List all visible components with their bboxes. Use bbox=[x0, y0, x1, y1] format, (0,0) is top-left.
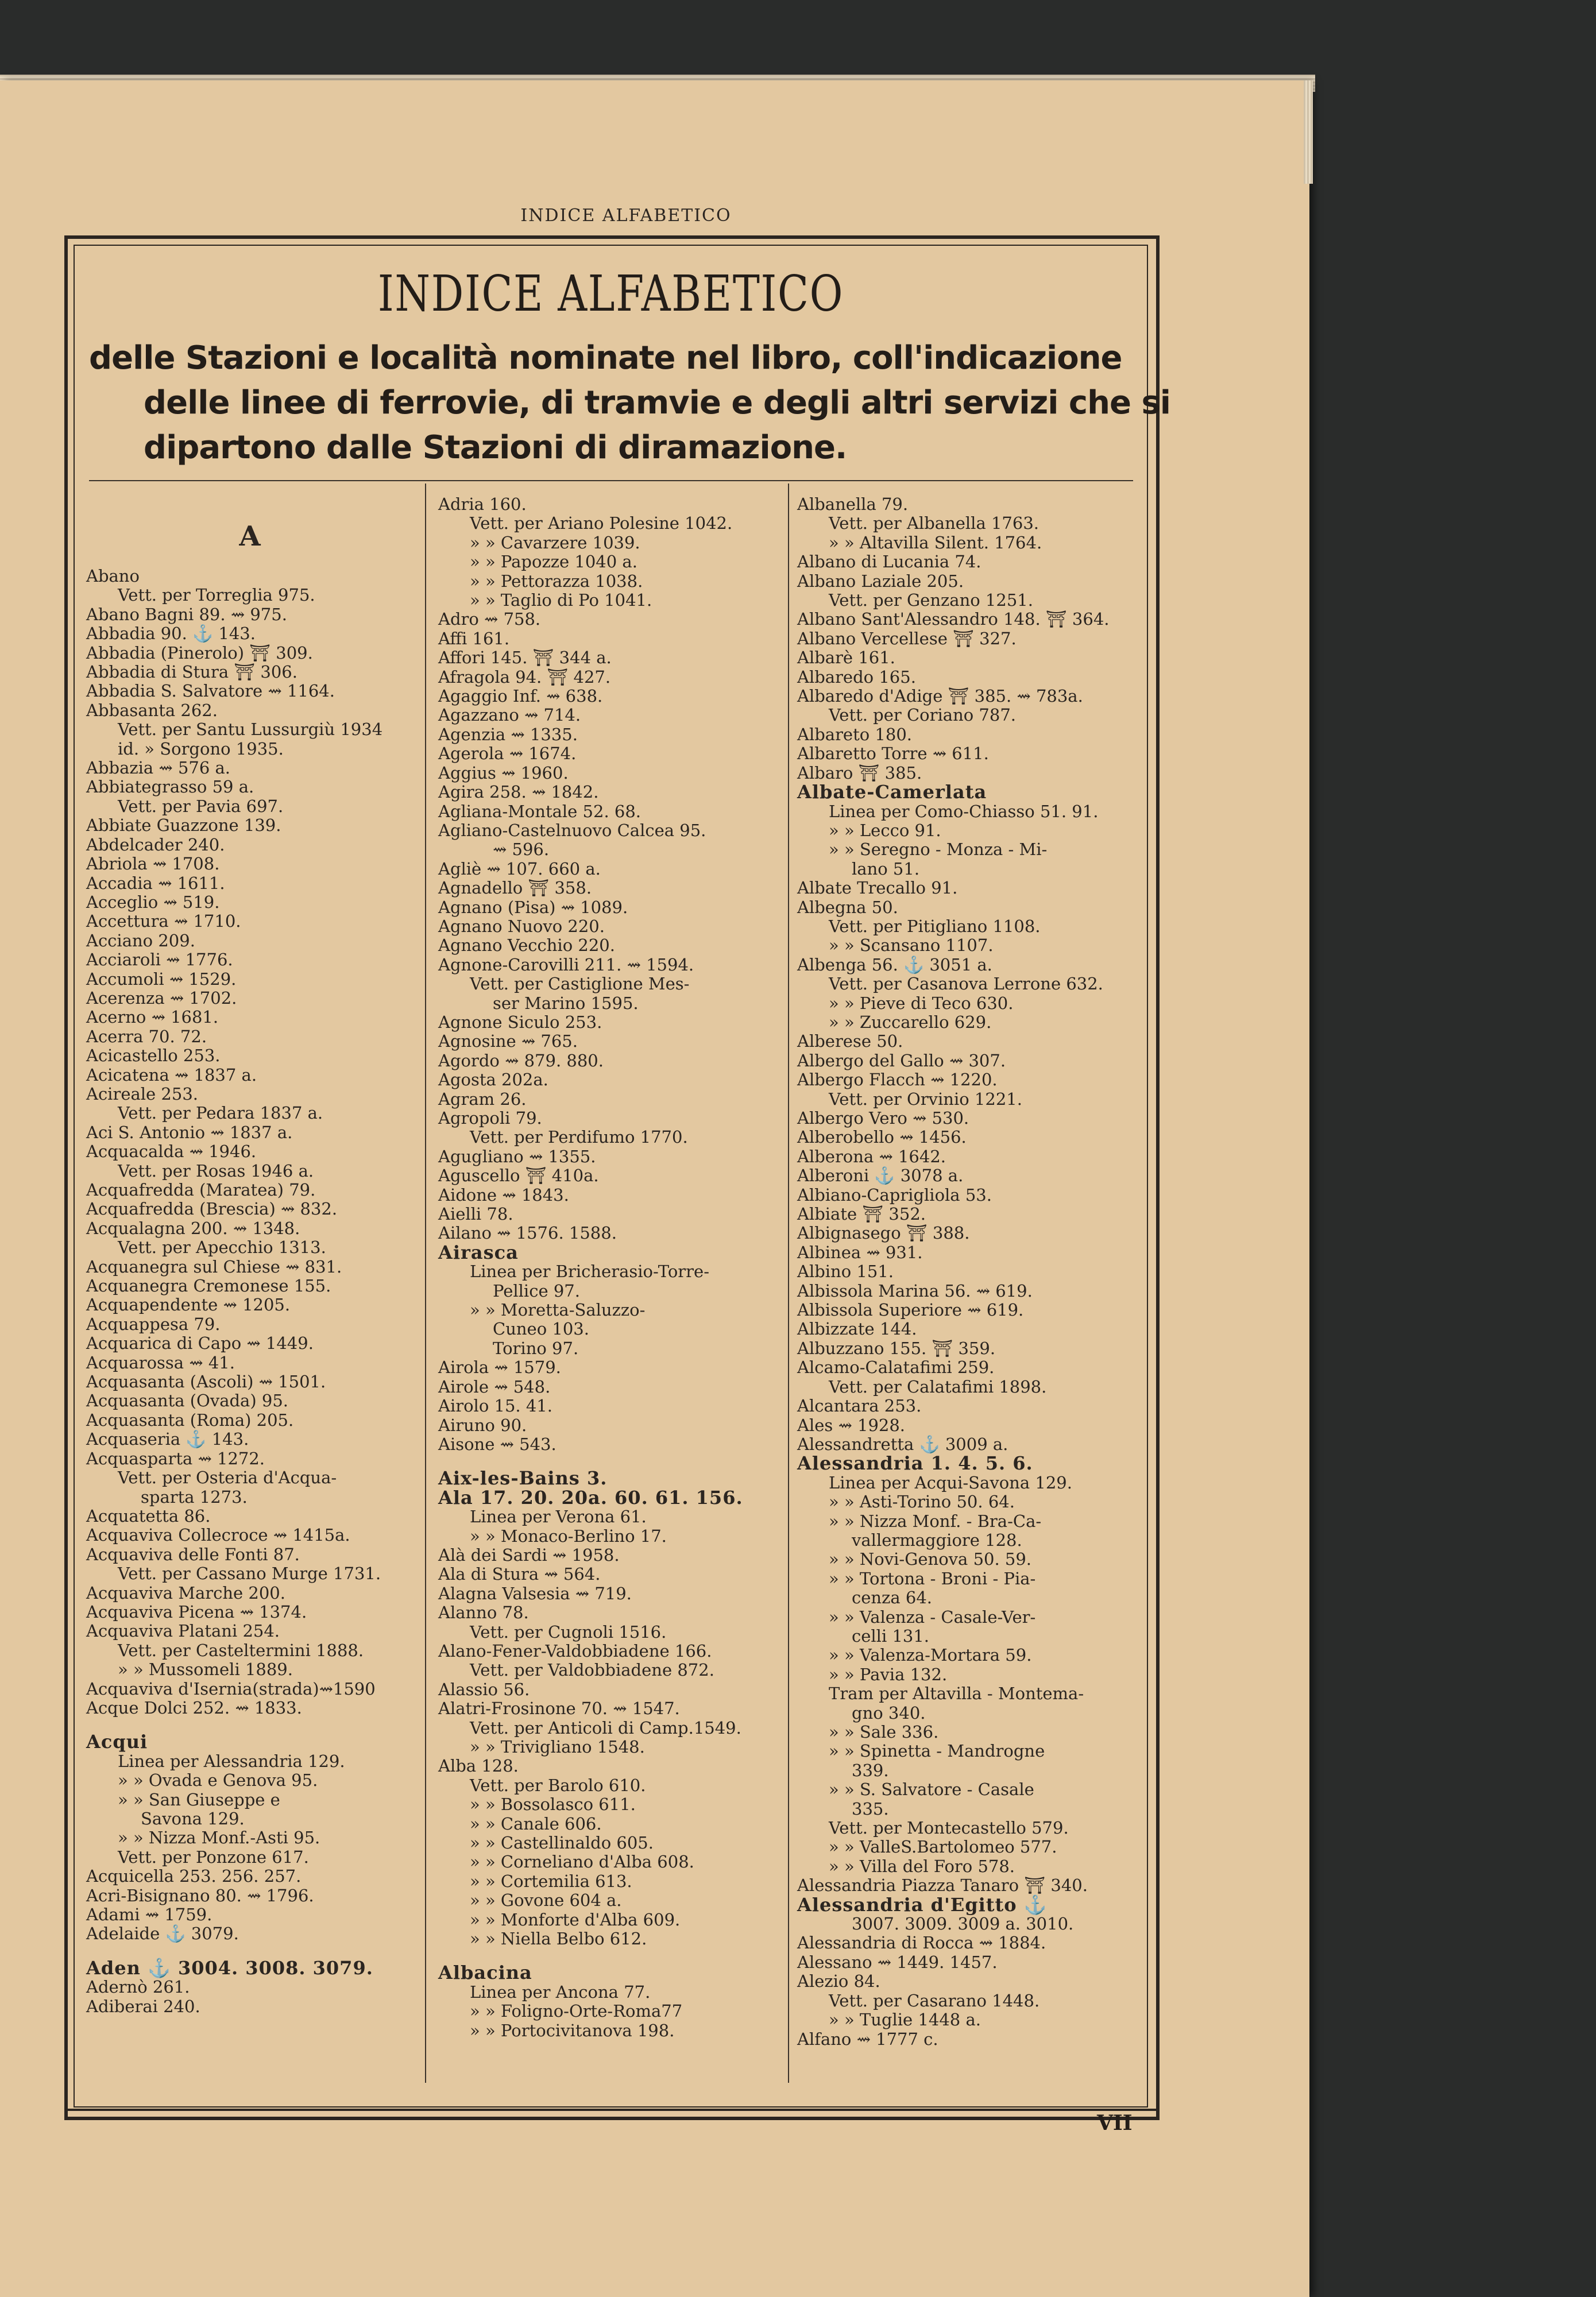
index-entry: Acquaviva Collecroce ⇝ 1415a. bbox=[86, 1525, 350, 1545]
index-entry: Agnadello ⛩ 358. bbox=[438, 878, 592, 898]
index-entry: Vett. per Osteria d'Acqua- bbox=[118, 1468, 337, 1488]
index-entry: Vett. per Albanella 1763. bbox=[829, 513, 1039, 533]
index-entry: Vett. per Genzano 1251. bbox=[829, 590, 1033, 610]
column-separator bbox=[788, 484, 789, 2083]
index-entry: Aci S. Antonio ⇝ 1837 a. bbox=[86, 1122, 293, 1142]
index-entry: Abbazia ⇝ 576 a. bbox=[86, 758, 231, 778]
index-entry: Ailano ⇝ 1576. 1588. bbox=[438, 1223, 617, 1243]
index-entry: Albarè 161. bbox=[797, 648, 895, 668]
index-entry: » » Monforte d'Alba 609. bbox=[470, 1909, 681, 1929]
index-entry: Vett. per Apecchio 1313. bbox=[118, 1238, 326, 1258]
index-entry: Tram per Altavilla - Montema- bbox=[829, 1684, 1084, 1704]
index-entry: sparta 1273. bbox=[141, 1487, 248, 1507]
index-entry: Albacina bbox=[438, 1962, 532, 1984]
index-entry: » » Scansano 1107. bbox=[829, 935, 994, 956]
index-entry: Aden ⚓ 3004. 3008. 3079. bbox=[86, 1956, 373, 1979]
index-entry: » » Pettorazza 1038. bbox=[470, 571, 643, 591]
index-entry: » » Taglio di Po 1041. bbox=[470, 590, 652, 610]
index-entry: » » Tuglie 1448 a. bbox=[829, 2010, 981, 2030]
index-entry: Albino 151. bbox=[797, 1262, 894, 1282]
index-entry: Acicastello 253. bbox=[86, 1046, 221, 1066]
index-entry: » » Asti-Torino 50. 64. bbox=[829, 1492, 1015, 1512]
index-entry: Accettura ⇝ 1710. bbox=[86, 911, 241, 931]
index-entry: Agliana-Montale 52. 68. bbox=[438, 801, 641, 821]
index-entry: » » Papozze 1040 a. bbox=[470, 552, 637, 572]
index-entry: Albaredo d'Adige ⛩ 385. ⇝ 783a. bbox=[797, 686, 1083, 706]
index-entry: Ales ⇝ 1928. bbox=[797, 1415, 906, 1435]
index-entry: Alfano ⇝ 1777 c. bbox=[797, 2029, 938, 2049]
index-entry: Agliè ⇝ 107. 660 a. bbox=[438, 859, 601, 879]
index-entry: » » Monaco-Berlino 17. bbox=[470, 1526, 667, 1546]
index-entry: Abbiate Guazzone 139. bbox=[86, 815, 281, 836]
page-stack-edge-right bbox=[1304, 80, 1313, 184]
index-entry: Acquarossa ⇝ 41. bbox=[86, 1352, 235, 1372]
index-entry: Albiate ⛩ 352. bbox=[797, 1204, 926, 1224]
index-entry: Albano di Lucania 74. bbox=[797, 552, 981, 572]
index-entry: Acquasanta (Roma) 205. bbox=[86, 1410, 294, 1430]
index-entry: Acquasanta (Ascoli) ⇝ 1501. bbox=[86, 1372, 326, 1392]
index-entry: » » Corneliano d'Alba 608. bbox=[470, 1852, 694, 1872]
column-entries bbox=[86, 567, 414, 2016]
index-entry: ser Marino 1595. bbox=[493, 993, 639, 1013]
index-entry: Albissola Marina 56. ⇝ 619. bbox=[797, 1281, 1033, 1301]
index-entry: Acquafredda (Brescia) ⇝ 832. bbox=[86, 1199, 338, 1219]
index-entry: Acerenza ⇝ 1702. bbox=[86, 988, 237, 1008]
index-entry: Acquanegra Cremonese 155. bbox=[86, 1276, 331, 1296]
index-entry: Adernò 261. bbox=[86, 1977, 190, 1997]
index-entry: Vett. per Pavia 697. bbox=[118, 796, 284, 816]
index-entry: Agira 258. ⇝ 1842. bbox=[438, 782, 599, 802]
index-entry: Acquappesa 79. bbox=[86, 1314, 221, 1334]
index-entry: » » San Giuseppe e bbox=[118, 1789, 280, 1809]
index-entry: Afragola 94. ⛩ 427. bbox=[438, 667, 611, 687]
index-entry: Vett. per Barolo 610. bbox=[470, 1775, 646, 1795]
index-entry: Vett. per Pitigliano 1108. bbox=[829, 916, 1041, 936]
index-entry: Vett. per Rosas 1946 a. bbox=[118, 1161, 314, 1181]
index-entry: Abriola ⇝ 1708. bbox=[86, 854, 220, 874]
index-entry: Vett. per Torreglia 975. bbox=[118, 585, 315, 605]
page-number: VII bbox=[1097, 2111, 1133, 2135]
index-entry: Acquaviva delle Fonti 87. bbox=[86, 1544, 300, 1564]
index-entry: Alberese 50. bbox=[797, 1031, 903, 1051]
index-entry: Alà dei Sardi ⇝ 1958. bbox=[438, 1545, 620, 1565]
index-entry: Vett. per Castiglione Mes- bbox=[470, 974, 690, 994]
index-entry: Adiberai 240. bbox=[86, 1996, 200, 2016]
index-entry: Albate-Camerlata bbox=[797, 781, 987, 803]
index-entry: » » Nizza Monf.-Asti 95. bbox=[118, 1828, 320, 1848]
index-entry: » » Govone 604 a. bbox=[470, 1890, 622, 1911]
index-entry: vallermaggiore 128. bbox=[852, 1530, 1022, 1550]
index-entry: Airolo 15. 41. bbox=[438, 1396, 552, 1416]
index-entry: Alcamo-Calatafimi 259. bbox=[797, 1358, 995, 1378]
index-entry: cenza 64. bbox=[852, 1588, 932, 1608]
index-entry: Vett. per Coriano 787. bbox=[829, 705, 1016, 725]
index-entry: Alessandretta ⚓ 3009 a. bbox=[797, 1434, 1008, 1454]
index-entry: Albinea ⇝ 931. bbox=[797, 1242, 923, 1262]
index-entry: Acquafredda (Maratea) 79. bbox=[86, 1180, 316, 1200]
index-entry: Acceglio ⇝ 519. bbox=[86, 892, 220, 912]
index-entry: Abbiategrasso 59 a. bbox=[86, 777, 254, 797]
index-entry: Accadia ⇝ 1611. bbox=[86, 873, 225, 893]
index-entry: » » Altavilla Silent. 1764. bbox=[829, 532, 1042, 552]
column-entries bbox=[797, 495, 1142, 2049]
index-entry: Agenzia ⇝ 1335. bbox=[438, 724, 578, 744]
index-entry: lano 51. bbox=[852, 859, 920, 879]
index-entry: Vett. per Calatafimi 1898. bbox=[829, 1376, 1047, 1397]
index-entry: Acciaroli ⇝ 1776. bbox=[86, 950, 233, 970]
index-entry: Aguscello ⛩ 410a. bbox=[438, 1166, 599, 1186]
index-entry: Agnone-Carovilli 211. ⇝ 1594. bbox=[438, 954, 694, 975]
index-entry: » » Bossolasco 611. bbox=[470, 1795, 636, 1815]
index-entry: Ala 17. 20. 20a. 60. 61. 156. bbox=[438, 1486, 743, 1509]
index-entry: Alezio 84. bbox=[797, 1971, 880, 1991]
index-entry: Alberobello ⇝ 1456. bbox=[797, 1127, 967, 1147]
index-entry: Adami ⇝ 1759. bbox=[86, 1905, 212, 1925]
index-entry: Vett. per Orvinio 1221. bbox=[829, 1089, 1022, 1109]
index-entry: celli 131. bbox=[852, 1626, 930, 1646]
index-entry: Alessandria 1. 4. 5. 6. bbox=[797, 1452, 1033, 1475]
index-entry: Alba 128. bbox=[438, 1756, 519, 1776]
index-entry: Alagna Valsesia ⇝ 719. bbox=[438, 1583, 632, 1603]
index-entry: Linea per Verona 61. bbox=[470, 1507, 647, 1527]
index-entry: Albaretto Torre ⇝ 611. bbox=[797, 744, 989, 764]
index-entry: Alanno 78. bbox=[438, 1603, 529, 1623]
index-entry: Linea per Acqui-Savona 129. bbox=[829, 1472, 1072, 1492]
index-entry: » » Portocivitanova 198. bbox=[470, 2020, 675, 2040]
index-entry: Albanella 79. bbox=[797, 494, 909, 514]
index-entry: Abano bbox=[86, 566, 140, 586]
index-entry: » » Pavia 132. bbox=[829, 1664, 948, 1684]
index-entry: Affori 145. ⛩ 344 a. bbox=[438, 648, 612, 668]
index-entry: Acquatetta 86. bbox=[86, 1506, 211, 1526]
index-entry: » » Ovada e Genova 95. bbox=[118, 1770, 318, 1791]
index-entry: » » Valenza-Mortara 59. bbox=[829, 1645, 1032, 1665]
index-entry: Abbadia di Stura ⛩ 306. bbox=[86, 662, 297, 682]
index-entry: Acquaviva Platani 254. bbox=[86, 1621, 280, 1641]
index-entry: » » Foligno-Orte-Roma77 bbox=[470, 2001, 683, 2021]
index-entry: Albissola Superiore ⇝ 619. bbox=[797, 1300, 1024, 1320]
index-entry: Acquasparta ⇝ 1272. bbox=[86, 1448, 265, 1468]
index-entry: » » Castellinaldo 605. bbox=[470, 1833, 654, 1853]
index-entry: Acciano 209. bbox=[86, 930, 195, 950]
index-entry: » » S. Salvatore - Casale bbox=[829, 1780, 1034, 1800]
index-entry: Ala di Stura ⇝ 564. bbox=[438, 1564, 601, 1584]
index-entry: Albano Laziale 205. bbox=[797, 571, 964, 591]
index-entry: Affi 161. bbox=[438, 628, 510, 648]
index-entry: » » Niella Belbo 612. bbox=[470, 1929, 647, 1949]
index-entry: » » Cortemilia 613. bbox=[470, 1871, 632, 1891]
index-entry: » » Cavarzere 1039. bbox=[470, 532, 640, 552]
index-entry: Acquaseria ⚓ 143. bbox=[86, 1429, 249, 1449]
index-entry: Albano Vercellese ⛩ 327. bbox=[797, 628, 1017, 648]
index-entry: Acquaviva Marche 200. bbox=[86, 1583, 285, 1603]
index-entry: Accumoli ⇝ 1529. bbox=[86, 969, 237, 989]
index-entry: » » Villa del Foro 578. bbox=[829, 1856, 1015, 1876]
index-entry: Savona 129. bbox=[141, 1809, 245, 1828]
index-entry: Albignasego ⛩ 388. bbox=[797, 1223, 970, 1243]
index-entry: Vett. per Casteltermini 1888. bbox=[118, 1640, 364, 1660]
page-title: INDICE ALFABETICO bbox=[377, 265, 844, 323]
index-entry: Aidone ⇝ 1843. bbox=[438, 1185, 569, 1205]
index-entry: Linea per Bricherasio-Torre- bbox=[470, 1262, 709, 1282]
index-entry: Vett. per Pedara 1837 a. bbox=[118, 1103, 323, 1123]
index-entry: Airasca bbox=[438, 1241, 519, 1263]
index-entry: » » Canale 606. bbox=[470, 1813, 602, 1834]
index-entry: Airola ⇝ 1579. bbox=[438, 1358, 561, 1378]
index-entry: » » Spinetta - Mandrogne bbox=[829, 1741, 1045, 1761]
index-entry: Linea per Alessandria 129. bbox=[118, 1751, 345, 1771]
index-entry: Abbadia 90. ⚓ 143. bbox=[86, 624, 256, 644]
index-entry: Acquaviva d'Isernia(strada)⇝1590 bbox=[86, 1679, 376, 1699]
index-entry: Vett. per Casanova Lerrone 632. bbox=[829, 974, 1103, 994]
index-entry: Alatri-Frosinone 70. ⇝ 1547. bbox=[438, 1699, 680, 1719]
index-entry: Agerola ⇝ 1674. bbox=[438, 744, 577, 764]
index-entry: Vett. per Valdobbiadene 872. bbox=[470, 1660, 714, 1680]
index-entry: » » Lecco 91. bbox=[829, 820, 941, 840]
index-entry: Acquarica di Capo ⇝ 1449. bbox=[86, 1333, 314, 1354]
index-entry: id. » Sorgono 1935. bbox=[118, 738, 284, 759]
index-entry: Agordo ⇝ 879. 880. bbox=[438, 1050, 604, 1070]
index-entry: Agliano-Castelnuovo Calcea 95. bbox=[438, 820, 706, 840]
index-entry: Adria 160. bbox=[438, 494, 527, 514]
section-letter: A bbox=[239, 520, 261, 552]
index-entry: Aisone ⇝ 543. bbox=[438, 1434, 557, 1454]
index-entry: Acquapendente ⇝ 1205. bbox=[86, 1295, 291, 1315]
index-entry: Albegna 50. bbox=[797, 897, 898, 917]
index-entry: Alessano ⇝ 1449. 1457. bbox=[797, 1952, 998, 1972]
index-entry: Albenga 56. ⚓ 3051 a. bbox=[797, 954, 992, 975]
index-entry: Airuno 90. bbox=[438, 1415, 527, 1435]
index-entry: Albergo Vero ⇝ 530. bbox=[797, 1108, 969, 1128]
index-entry: Albiano-Caprigliola 53. bbox=[797, 1185, 992, 1205]
index-entry: Alessandria d'Egitto ⚓ bbox=[797, 1893, 1048, 1916]
index-entry: Vett. per Anticoli di Camp.1549. bbox=[470, 1718, 741, 1738]
index-entry: » » Moretta-Saluzzo- bbox=[470, 1300, 646, 1320]
index-column-3 bbox=[797, 495, 1142, 2049]
index-entry: 335. bbox=[852, 1799, 889, 1819]
index-entry: Albergo Flacch ⇝ 1220. bbox=[797, 1070, 998, 1090]
index-entry: Alberoni ⚓ 3078 a. bbox=[797, 1166, 964, 1186]
index-entry: Alcantara 253. bbox=[797, 1396, 922, 1416]
index-entry: Abbadia S. Salvatore ⇝ 1164. bbox=[86, 681, 335, 701]
index-entry: Acerno ⇝ 1681. bbox=[86, 1007, 219, 1027]
index-entry: Abbadia (Pinerolo) ⛩ 309. bbox=[86, 643, 313, 663]
index-entry: Vett. per Ariano Polesine 1042. bbox=[470, 513, 733, 533]
index-entry: Acicatena ⇝ 1837 a. bbox=[86, 1065, 257, 1085]
index-entry: Acque Dolci 252. ⇝ 1833. bbox=[86, 1697, 302, 1718]
index-entry: Agugliano ⇝ 1355. bbox=[438, 1146, 596, 1166]
index-entry: Albaredo 165. bbox=[797, 667, 916, 687]
index-entry: Agaggio Inf. ⇝ 638. bbox=[438, 686, 603, 706]
index-entry: Agnosine ⇝ 765. bbox=[438, 1031, 578, 1051]
index-entry: Agnano Nuovo 220. bbox=[438, 916, 605, 936]
index-entry: Agnano Vecchio 220. bbox=[438, 935, 615, 956]
index-entry: Agnone Siculo 253. bbox=[438, 1012, 602, 1032]
index-entry: Vett. per Cassano Murge 1731. bbox=[118, 1564, 381, 1584]
index-entry: Abbasanta 262. bbox=[86, 700, 218, 720]
header-rule bbox=[89, 480, 1133, 481]
index-column-2 bbox=[438, 495, 777, 2040]
index-entry: Acquacalda ⇝ 1946. bbox=[86, 1142, 257, 1162]
index-entry: Albate Trecallo 91. bbox=[797, 878, 958, 898]
footer-rule bbox=[64, 2109, 1160, 2111]
index-entry: Acqui bbox=[86, 1731, 148, 1753]
index-entry: 3007. 3009. 3009 a. 3010. bbox=[852, 1914, 1074, 1934]
index-entry: » » Mussomeli 1889. bbox=[118, 1660, 293, 1680]
index-entry: » » Novi-Genova 50. 59. bbox=[829, 1549, 1032, 1569]
index-entry: » » Sale 336. bbox=[829, 1722, 939, 1742]
index-entry: Alessandria di Rocca ⇝ 1884. bbox=[797, 1933, 1046, 1953]
index-entry: Alassio 56. bbox=[438, 1679, 530, 1699]
index-entry: Abano Bagni 89. ⇝ 975. bbox=[86, 604, 287, 624]
index-entry: Vett. per Perdifumo 1770. bbox=[470, 1127, 688, 1147]
spacer bbox=[86, 1944, 414, 1959]
index-entry: Aix-les-Bains 3. bbox=[438, 1467, 608, 1490]
index-column-1 bbox=[86, 495, 414, 2016]
index-entry: Pellice 97. bbox=[493, 1281, 580, 1301]
index-entry: Vett. per Santu Lussurgiù 1934 bbox=[118, 720, 383, 740]
column-entries bbox=[438, 495, 777, 2040]
index-entry: Albareto 180. bbox=[797, 724, 912, 744]
index-entry: Abdelcader 240. bbox=[86, 834, 225, 854]
index-entry: Agropoli 79. bbox=[438, 1108, 542, 1128]
index-entry: Airole ⇝ 548. bbox=[438, 1376, 551, 1397]
index-entry: Adro ⇝ 758. bbox=[438, 609, 541, 629]
index-entry: Aielli 78. bbox=[438, 1204, 513, 1224]
index-entry: Cuneo 103. bbox=[493, 1319, 589, 1339]
index-entry: » » Valenza - Casale-Ver- bbox=[829, 1607, 1036, 1627]
index-entry: Agosta 202a. bbox=[438, 1070, 548, 1090]
index-entry: Vett. per Cugnoli 1516. bbox=[470, 1622, 667, 1642]
page-subtitle: delle Stazioni e località nominate nel libro, coll'indicazione delle linee di ferrovie, di tramvie e degli altri servizi che si dipartono dalle Stazioni di diramazione. bbox=[89, 339, 1170, 466]
index-entry: Albaro ⛩ 385. bbox=[797, 763, 922, 783]
index-entry: Albano Sant'Alessandro 148. ⛩ 364. bbox=[797, 609, 1110, 629]
index-entry: ⇝ 596. bbox=[493, 840, 550, 860]
index-entry: Alberona ⇝ 1642. bbox=[797, 1146, 946, 1166]
index-entry: Acquicella 253. 256. 257. bbox=[86, 1866, 302, 1886]
index-entry: Alessandria Piazza Tanaro ⛩ 340. bbox=[797, 1876, 1088, 1896]
index-entry: Agram 26. bbox=[438, 1089, 527, 1109]
index-entry: Alano-Fener-Valdobbiadene 166. bbox=[438, 1641, 712, 1661]
index-entry: Adelaide ⚓ 3079. bbox=[86, 1924, 239, 1944]
column-separator bbox=[425, 484, 426, 2083]
index-entry: Acqualagna 200. ⇝ 1348. bbox=[86, 1218, 300, 1238]
index-entry: » » Pieve di Teco 630. bbox=[829, 993, 1014, 1013]
index-entry: Acquanegra sul Chiese ⇝ 831. bbox=[86, 1256, 342, 1277]
index-entry: Vett. per Montecastello 579. bbox=[829, 1818, 1069, 1838]
index-entry: Albuzzano 155. ⛩ 359. bbox=[797, 1338, 996, 1358]
index-entry: » » Tortona - Broni - Pia- bbox=[829, 1568, 1036, 1588]
index-entry: » » Zuccarello 629. bbox=[829, 1012, 992, 1032]
index-entry: » » Nizza Monf. - Bra-Ca- bbox=[829, 1511, 1042, 1531]
index-entry: Vett. per Casarano 1448. bbox=[829, 1990, 1040, 2010]
index-entry: Acquaviva Picena ⇝ 1374. bbox=[86, 1602, 307, 1622]
index-entry: » » Seregno - Monza - Mi- bbox=[829, 840, 1048, 860]
index-entry: Agnano (Pisa) ⇝ 1089. bbox=[438, 897, 628, 917]
index-entry: Acquasanta (Ovada) 95. bbox=[86, 1391, 288, 1411]
index-entry: Acerra 70. 72. bbox=[86, 1026, 207, 1046]
index-entry: Acireale 253. bbox=[86, 1084, 198, 1104]
index-entry: Linea per Como-Chiasso 51. 91. bbox=[829, 801, 1099, 821]
index-entry: Albergo del Gallo ⇝ 307. bbox=[797, 1050, 1006, 1070]
index-entry: Aggius ⇝ 1960. bbox=[438, 763, 569, 783]
index-entry: gno 340. bbox=[852, 1703, 926, 1723]
index-entry: Torino 97. bbox=[493, 1338, 579, 1358]
running-head: INDICE ALFABETICO bbox=[520, 206, 732, 226]
index-entry: Albizzate 144. bbox=[797, 1319, 917, 1339]
index-entry: » » ValleS.Bartolomeo 577. bbox=[829, 1837, 1057, 1857]
index-entry: » » Trivigliano 1548. bbox=[470, 1737, 645, 1757]
index-entry: Linea per Ancona 77. bbox=[470, 1982, 651, 2002]
index-entry: 339. bbox=[852, 1760, 889, 1780]
index-entry: Vett. per Ponzone 617. bbox=[118, 1847, 309, 1867]
index-entry: Agazzano ⇝ 714. bbox=[438, 705, 581, 725]
index-entry: Acri-Bisignano 80. ⇝ 1796. bbox=[86, 1885, 314, 1905]
